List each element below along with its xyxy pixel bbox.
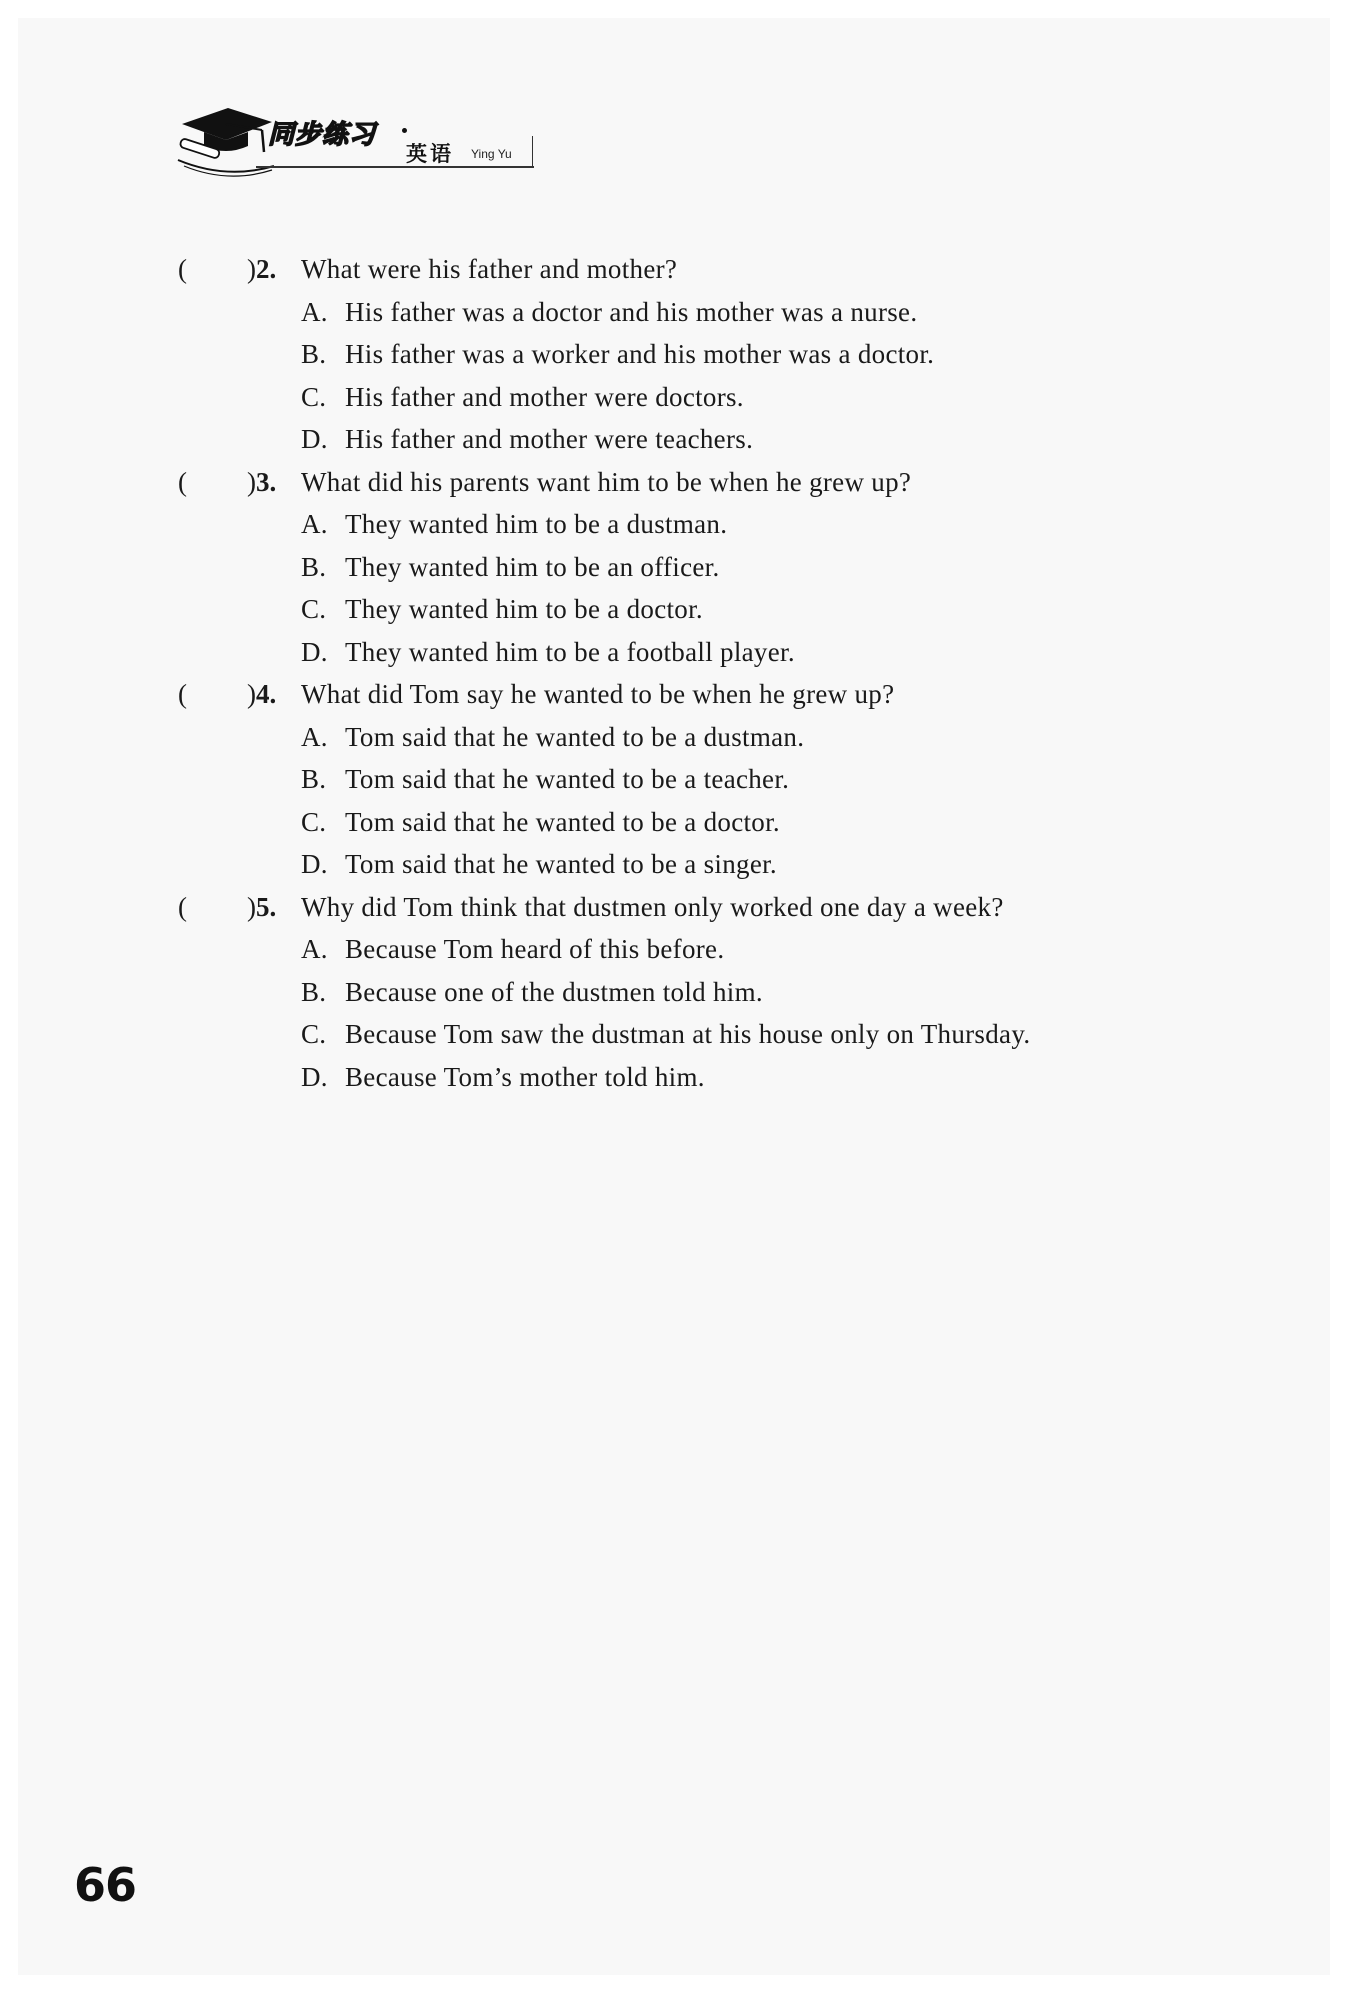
title-dot [402,128,407,133]
option-letter: D. [301,1061,328,1092]
question-number: 5. [256,891,277,922]
option-c [0,588,1350,631]
option-text: Because Tom saw the dustman at his house only on Thursday. [345,1019,1031,1049]
question-text: What did his parents want him to be when he grew up? [301,466,912,497]
option-d [0,418,1350,461]
question-3 [0,461,1350,504]
option-text: Tom said that he wanted to be a teacher. [345,764,790,794]
header-rule [256,166,534,168]
option-text: Because one of the dustmen told him. [345,976,763,1007]
option-a [0,716,1350,759]
option-a [0,503,1350,546]
question-number: 4. [256,679,277,709]
question-4 [0,673,1350,716]
page-header [176,100,536,180]
option-text: Tom said that he wanted to be a dustman. [345,721,805,752]
option-b [0,546,1350,589]
option-text: His father and mother were doctors. [345,381,744,412]
option-d [0,1056,1350,1099]
option-letter: B. [301,764,327,794]
option-text: Because Tom heard of this before. [345,934,725,964]
option-text: They wanted him to be an officer. [345,551,720,582]
option-d [0,843,1350,886]
option-text: His father was a doctor and his mother was a nurse. [345,296,918,327]
question-number: 3. [256,466,277,497]
option-letter: A. [301,934,328,964]
option-b [0,971,1350,1014]
graduation-cap-icon [176,100,276,180]
option-letter: A. [301,721,328,752]
option-letter: B. [301,339,327,369]
option-letter: D. [301,636,328,667]
question-2 [0,248,1350,291]
question-text: What were his father and mother? [301,254,678,284]
option-c [0,376,1350,419]
answer-paren-open: ( [178,254,187,284]
question-list [0,248,1350,1098]
option-text: Tom said that he wanted to be a doctor. [345,806,780,837]
subject-name-cn: 英语 [406,142,454,166]
option-letter: B. [301,976,327,1007]
option-text: Because Tom’s mother told him. [345,1061,705,1092]
option-text: Tom said that he wanted to be a singer. [345,849,777,879]
option-letter: D. [301,424,328,454]
answer-paren-close: )5. [247,891,277,922]
answer-paren-open: ( [178,466,187,497]
option-letter: D. [301,849,328,879]
option-d [0,631,1350,674]
option-b [0,758,1350,801]
answer-paren-close: )4. [247,679,277,709]
series-title: 同步练习 [268,120,377,150]
answer-paren-open: ( [178,679,187,709]
option-letter: C. [301,806,327,837]
answer-paren-open: ( [178,891,187,922]
option-a [0,291,1350,334]
option-text: His father and mother were teachers. [345,424,754,454]
option-a [0,928,1350,971]
option-text: They wanted him to be a dustman. [345,509,728,539]
option-letter: B. [301,551,327,582]
option-letter: C. [301,381,327,412]
question-text: What did Tom say he wanted to be when he grew up? [301,679,895,709]
option-letter: A. [301,296,328,327]
option-b [0,333,1350,376]
subject-name-pinyin: Ying Yu [471,147,512,161]
answer-paren-close: )2. [247,254,277,284]
page-number: 66 [74,1858,137,1912]
option-text: They wanted him to be a football player. [345,636,795,667]
option-c [0,801,1350,844]
option-text: His father was a worker and his mother was a doctor. [345,339,935,369]
option-letter: C. [301,1019,327,1049]
option-text: They wanted him to be a doctor. [345,594,703,624]
question-text: Why did Tom think that dustmen only worked one day a week? [301,891,1004,922]
question-number: 2. [256,254,277,284]
question-5 [0,886,1350,929]
option-letter: C. [301,594,327,624]
option-letter: A. [301,509,328,539]
answer-paren-close: )3. [247,466,277,497]
option-c [0,1013,1350,1056]
